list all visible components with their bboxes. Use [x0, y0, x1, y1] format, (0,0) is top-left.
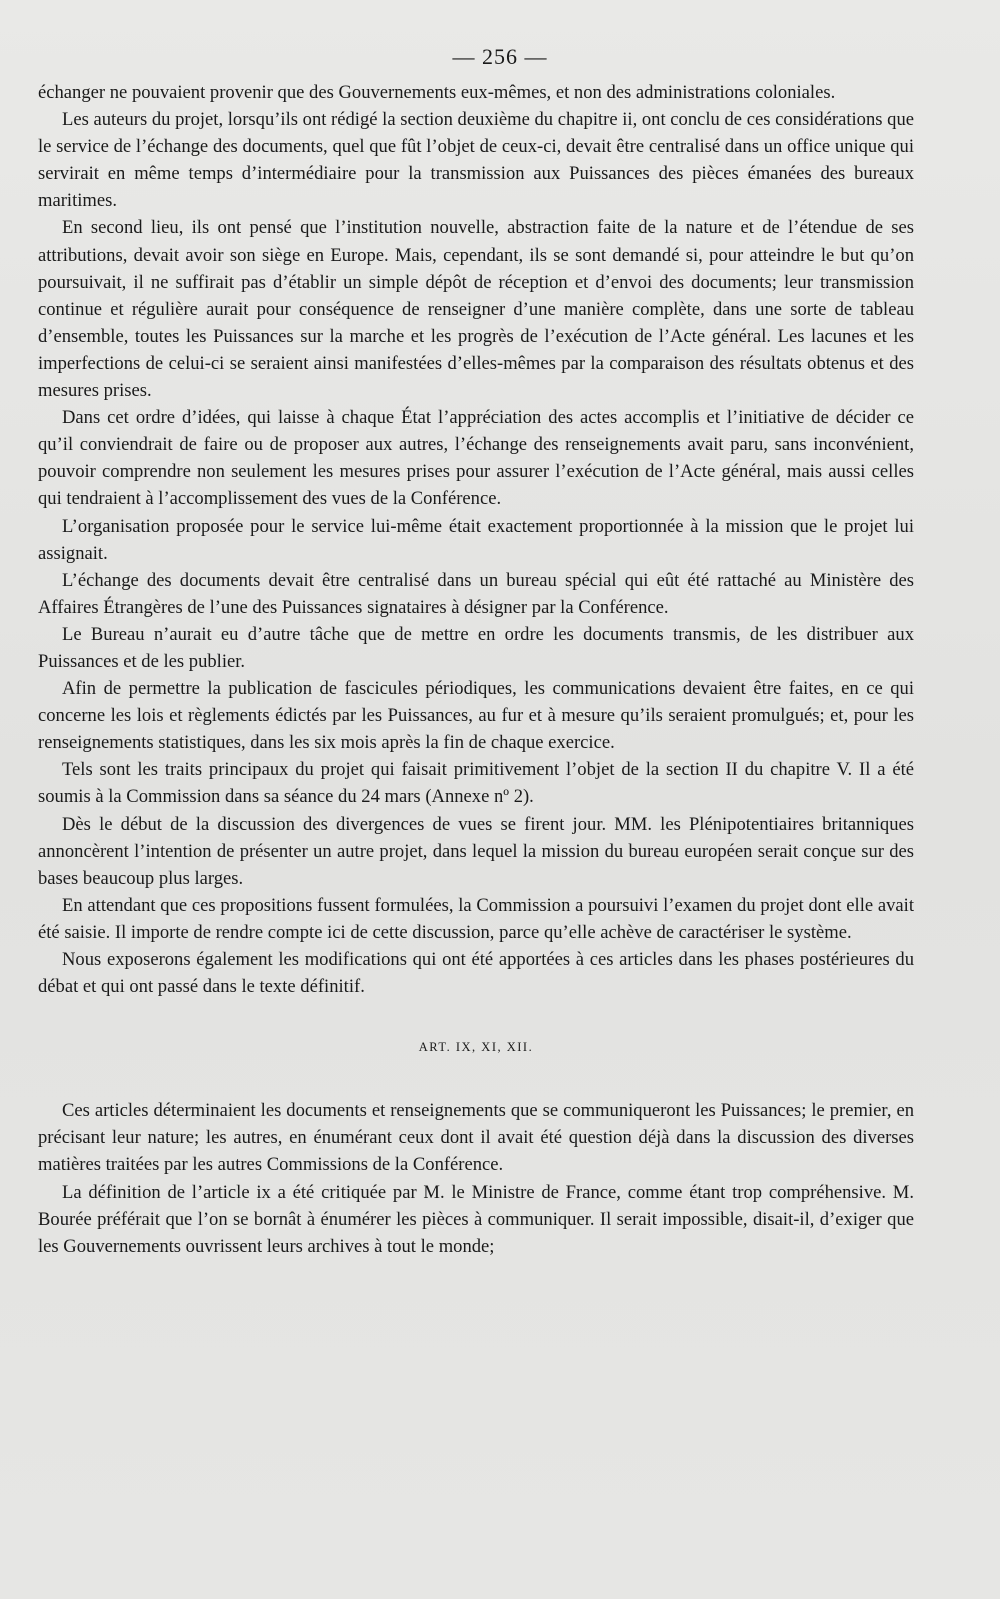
paragraph: L’organisation proposée pour le service lui-même était exactement proportionnée à la mission que le projet lui assignait.	[38, 515, 914, 564]
section-heading: ART. IX, XI, XII.	[418, 1040, 534, 1055]
paragraph: Ces articles déterminaient les documents et renseignements que se communiqueront les Puissances; le premier, en précisant leur nature; les autres, en énumérant ceux dont il avait été question déjà dans la discussion des diverses matières traitées par les autres Commissions de la Conférence.	[38, 1100, 914, 1176]
paragraph: Le Bureau n’aurait eu d’autre tâche que de mettre en ordre les documents transmis, de les distribuer aux Puissances et de les publier.	[38, 623, 914, 672]
paragraph: Nous exposerons également les modifications qui ont été apportées à ces articles dans les phases postérieures du débat et qui ont passé dans le texte définitif.	[38, 949, 914, 998]
paragraph: En attendant que ces propositions fussent formulées, la Commission a poursuivi l’examen du projet dont elle avait été saisie. Il importe de rendre compte ici de cette discussion, parce qu’elle achève de caractériser le système.	[38, 894, 914, 943]
body-text	[38, 79, 914, 1260]
paragraph: En second lieu, ils ont pensé que l’institution nouvelle, abstraction faite de la nature et de l’étendue de ses attributions, devait avoir son siège en Europe. Mais, cependant, ils se sont demandé si, pour atteindre le but qu’on poursuivait, il ne suffirait pas d’établir un simple dépôt de réception et d’envoi des documents; leur transmission continue et régulière aurait pour conséquence de renseigner d’une manière complète, dans une sorte de tableau d’ensemble, toutes les Puissances sur la marche et les progrès de l’exécution de l’Acte général. Les lacunes et les imperfections de celui-ci se seraient ainsi manifestées d’elles-mêmes par la comparaison des résultats obtenus et des mesures prises.	[38, 217, 914, 402]
page-number: — 256 —	[452, 44, 548, 69]
paragraph: échanger ne pouvaient provenir que des Gouvernements eux-mêmes, et non des administrations coloniales.	[38, 82, 836, 103]
paragraph: La définition de l’article ix a été critiquée par M. le Ministre de France, comme étant trop compréhensive. M. Bourée préférait que l’on se bornât à énumérer les pièces à communiquer. Il serait impossible, disait-il, d’exiger que les Gouvernements ouvrissent leurs archives à tout le monde;	[38, 1181, 914, 1257]
paragraph: Dès le début de la discussion des divergences de vues se firent jour. MM. les Plénipotentiaires britanniques annoncèrent l’intention de présenter un autre projet, dans lequel la mission du bureau européen serait conçue sur des bases beaucoup plus larges.	[38, 813, 914, 889]
paragraph: L’échange des documents devait être centralisé dans un bureau spécial qui eût été rattaché au Ministère des Affaires Étrangères de l’une des Puissances signataires à désigner par la Conférence.	[38, 569, 914, 618]
paragraph: Tels sont les traits principaux du projet qui faisait primitivement l’objet de la section II du chapitre V. Il a été soumis à la Commission dans sa séance du 24 mars (Annexe nº 2).	[38, 759, 914, 808]
paragraph: Afin de permettre la publication de fascicules périodiques, les communications devaient être faites, en ce qui concerne les lois et règlements édictés par les Puissances, au fur et à mesure qu’ils seraient promulgués; et, pour les renseignements statistiques, dans les six mois après la fin de chaque exercice.	[38, 678, 914, 754]
paragraph: Dans cet ordre d’idées, qui laisse à chaque État l’appréciation des actes accomplis et l’initiative de décider ce qu’il conviendrait de faire ou de proposer aux autres, l’échange des renseignements avait paru, sans inconvénient, pouvoir comprendre non seulement les mesures prises pour assurer l’exécution de l’Acte général, mais aussi celles qui tendraient à l’accomplissement des vues de la Conférence.	[38, 407, 914, 510]
paragraph: Les auteurs du projet, lorsqu’ils ont rédigé la section deuxième du chapitre ii, ont conclu de ces considérations que le service de l’échange des documents, quel que fût l’objet de ceux-ci, devait être centralisé dans un office unique qui servirait en même temps d’intermédiaire pour la transmission aux Puissances des pièces émanées des bureaux maritimes.	[38, 109, 914, 212]
